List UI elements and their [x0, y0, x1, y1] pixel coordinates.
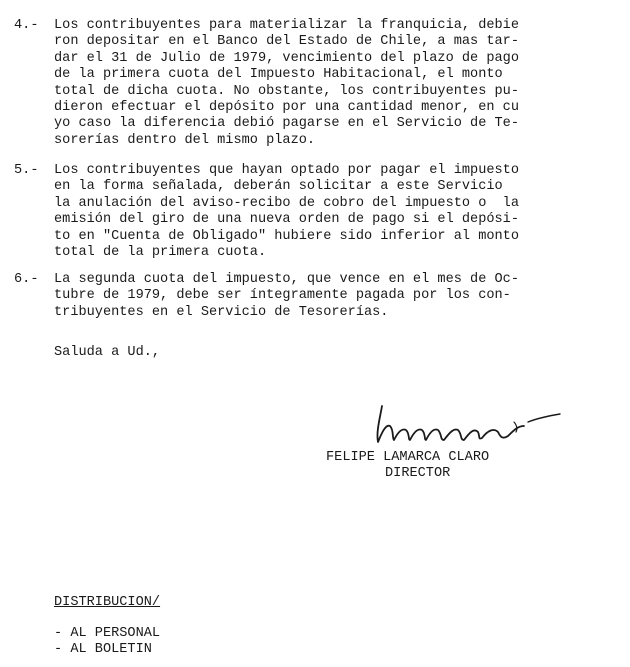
paragraph-6 — [14, 272, 614, 321]
distribution-item: - AL PERSONAL — [54, 626, 161, 641]
distribution-item: - AL BOLETIN — [54, 642, 152, 657]
distribution-list — [54, 626, 160, 658]
paragraph-line: dar el 31 de Julio de 1979, vencimiento del plazo de pago — [54, 50, 519, 66]
paragraph-line: sorerías dentro del mismo plazo. — [54, 132, 316, 148]
signer-name: FELIPE LAMARCA CLARO — [326, 450, 490, 465]
paragraph-line: la anulación del aviso-recibo de cobro del impuesto o la — [54, 195, 519, 211]
paragraph-5 — [14, 163, 614, 261]
distribution-heading: DISTRIBUCION/ — [54, 595, 161, 610]
paragraph-body — [54, 18, 614, 149]
paragraph-4 — [14, 18, 614, 149]
paragraph-line: tribuyentes en el Servicio de Tesorerías. — [54, 304, 389, 320]
paragraph-line: tubre de 1979, debe ser íntegramente pagada por los con- — [54, 288, 511, 304]
handwritten-signature — [368, 392, 568, 452]
paragraph-line: Los contribuyentes para materializar la franquicia, debie — [54, 18, 519, 33]
paragraph-line: de la primera cuota del Impuesto Habitacional, el monto — [54, 67, 503, 83]
paragraph-line: en la forma señalada, deberán solicitar a este Servicio — [54, 179, 503, 195]
signer-title: DIRECTOR — [385, 466, 451, 481]
paragraph-number: 4.- — [14, 18, 39, 33]
paragraph-number: 6.- — [14, 272, 39, 287]
paragraph-body — [54, 272, 614, 321]
paragraph-number: 5.- — [14, 163, 39, 178]
paragraph-line: emisión del giro de una nueva orden de pago si el depósi- — [54, 212, 519, 228]
paragraph-line: total de la primera cuota. — [54, 244, 267, 260]
paragraph-line: total de dicha cuota. No obstante, los contribuyentes pu- — [54, 83, 519, 99]
paragraph-line: yo caso la diferencia debió pagarse en el Servicio de Te- — [54, 116, 519, 132]
paragraph-body — [54, 163, 614, 261]
paragraph-line: La segunda cuota del impuesto, que vence en el mes de Oc- — [54, 272, 519, 287]
paragraph-line: Los contribuyentes que hayan optado por pagar el impuesto — [54, 163, 519, 178]
paragraph-line: dieron efectuar el depósito por una cantidad menor, en cu — [54, 99, 519, 115]
closing-greeting: Saluda a Ud., — [54, 345, 161, 360]
paragraph-line: to en "Cuenta de Obligado" hubiere sido inferior al monto — [54, 228, 519, 244]
paragraph-line: ron depositar en el Banco del Estado de Chile, a mas tar- — [54, 34, 519, 50]
